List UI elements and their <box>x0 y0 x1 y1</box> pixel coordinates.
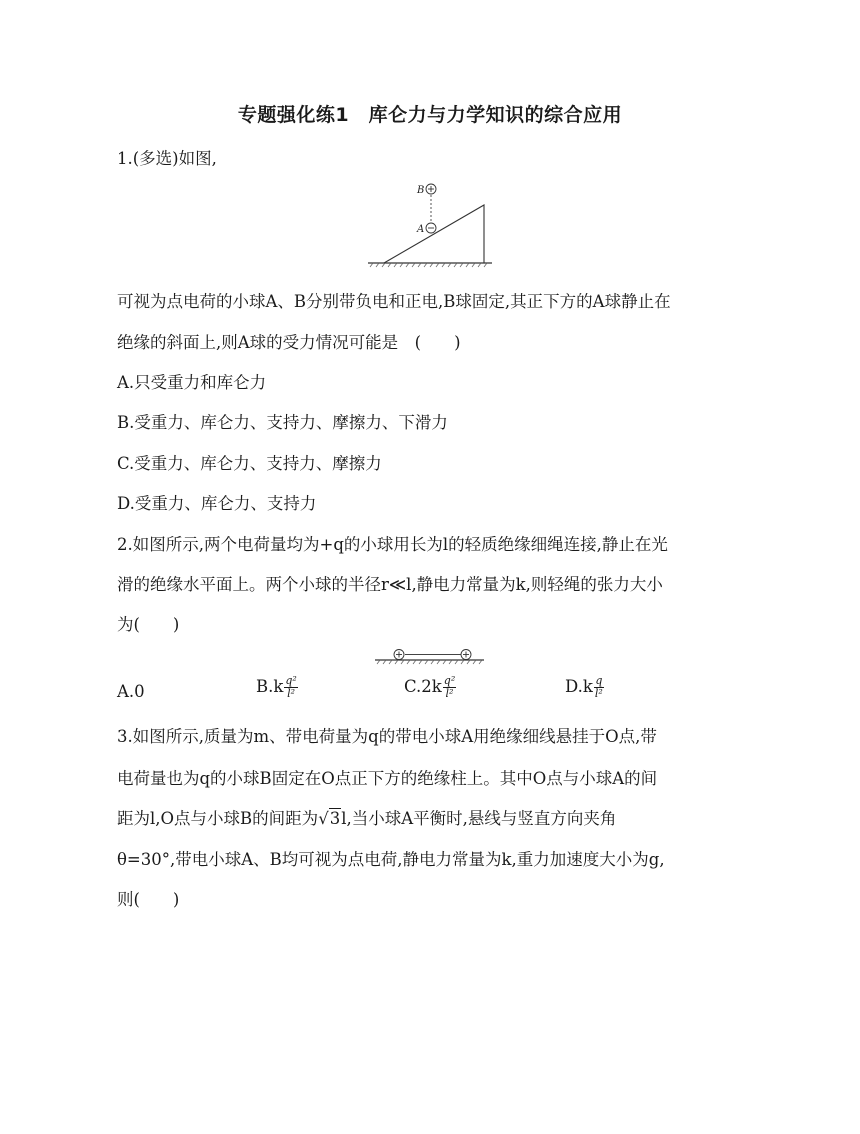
q2-line3: 为( ) <box>117 615 180 634</box>
sqrt-radicand: 3 <box>329 809 341 828</box>
q1-stem-line1: 可视为点电荷的小球A、B分别带负电和正电,B球固定,其正下方的A球静止在 <box>117 292 671 311</box>
label-b: B <box>417 185 425 196</box>
fraction-numerator: q² <box>285 674 297 687</box>
fraction-denominator: l² <box>445 687 454 700</box>
label-a: A <box>417 224 425 235</box>
q2-option-d <box>565 675 604 700</box>
page-title: 专题强化练1 库仑力与力学知识的综合应用 <box>237 104 623 126</box>
q1-option-d: D.受重力、库仑力、支持力 <box>117 494 317 513</box>
q2-option-a-text: A.0 <box>117 682 145 701</box>
q1-option-b: B.受重力、库仑力、支持力、摩擦力、下滑力 <box>117 413 448 432</box>
q2-option-b-prefix: B.k <box>256 677 284 696</box>
q2-option-c-fraction <box>443 675 456 700</box>
q2-option-b <box>256 675 298 700</box>
q1-stem-line2: 绝缘的斜面上,则A球的受力情况可能是 ( ) <box>117 333 461 352</box>
fraction-denominator: l² <box>594 687 603 700</box>
q2-option-b-fraction <box>284 675 297 700</box>
q1-option-a: A.只受重力和库仑力 <box>117 373 267 392</box>
q2-option-c <box>404 675 456 700</box>
q3-line5: 则( ) <box>117 890 180 909</box>
q2-line1: 2.如图所示,两个电荷量均为+q的小球用长为l的轻质绝缘细绳连接,静止在光 <box>117 535 668 554</box>
fraction-numerator: q² <box>443 674 456 687</box>
two-balls-figure <box>372 646 488 666</box>
fraction-numerator: q <box>595 674 603 687</box>
q2-option-d-fraction <box>594 675 604 700</box>
fraction-denominator: l² <box>287 687 296 700</box>
q3-line2: 电荷量也为q的小球B固定在O点正下方的绝缘柱上。其中O点与小球A的间 <box>117 769 658 788</box>
sqrt-expression: √3 <box>318 809 341 828</box>
q3-line3-before: 距为l,O点与小球B的间距为 <box>117 809 319 828</box>
q3-line4: θ=30°,带电小球A、B均可视为点电荷,静电力常量为k,重力加速度大小为g, <box>117 850 665 869</box>
q1-intro: 1.(多选)如图, <box>117 149 217 168</box>
q3-line1: 3.如图所示,质量为m、带电荷量为q的带电小球A用绝缘细线悬挂于O点,带 <box>117 727 657 746</box>
q2-option-d-prefix: D.k <box>565 677 593 696</box>
q1-option-c: C.受重力、库仑力、支持力、摩擦力 <box>117 454 382 473</box>
q2-line2: 滑的绝缘水平面上。两个小球的半径r≪l,静电力常量为k,则轻绳的张力大小 <box>117 575 663 594</box>
q3-line3-after: l,当小球A平衡时,悬线与竖直方向夹角 <box>341 809 617 828</box>
q2-option-c-prefix: C.2k <box>404 677 442 696</box>
q2-option-a <box>117 682 145 701</box>
q3-line3 <box>117 805 616 829</box>
incline-figure <box>362 178 498 270</box>
